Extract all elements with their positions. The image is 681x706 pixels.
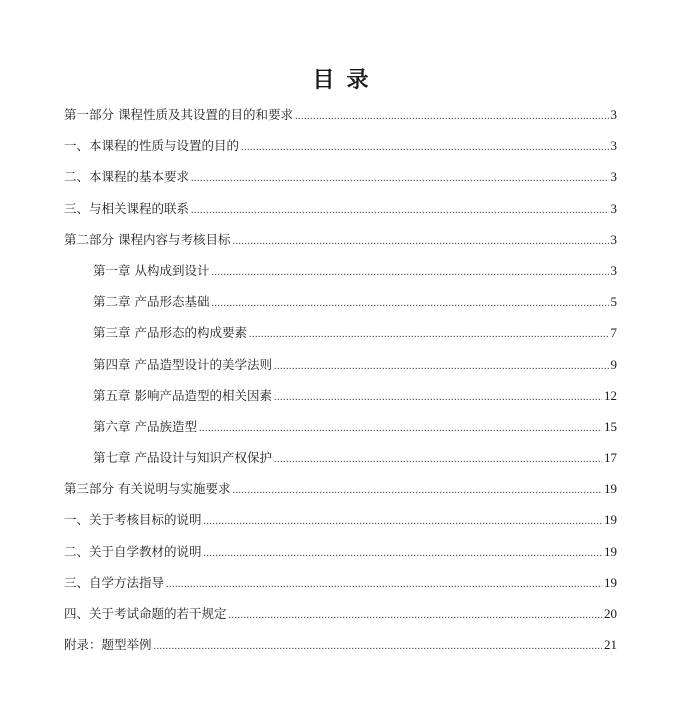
toc-entry[interactable]	[64, 385, 617, 416]
toc-entry-page: 17	[604, 450, 617, 466]
toc-entry-label: 三、自学方法指导	[64, 574, 165, 590]
leader-dots	[191, 168, 608, 190]
toc-entry[interactable]	[64, 291, 617, 322]
toc-entry[interactable]	[64, 135, 617, 166]
toc-entry-label: 附录：题型举例	[64, 637, 152, 653]
toc-entry-page: 19	[604, 574, 617, 590]
leader-dots	[241, 137, 608, 159]
leader-dots	[232, 231, 608, 253]
leader-dots	[211, 293, 608, 315]
toc-entry-label: 一、本课程的性质与设置的目的	[64, 138, 240, 154]
leader-dots	[166, 574, 602, 596]
page-title: 目录	[312, 68, 381, 93]
toc-entry-page: 5	[610, 294, 617, 310]
toc-entry[interactable]	[64, 416, 617, 447]
toc-entry[interactable]	[64, 478, 617, 509]
toc-entry[interactable]	[64, 447, 617, 478]
toc-entry[interactable]	[64, 229, 617, 260]
leader-dots	[204, 543, 602, 565]
toc-entry[interactable]	[64, 572, 617, 603]
toc-entry-page: 3	[610, 169, 617, 185]
toc-entry-page: 20	[604, 606, 617, 621]
toc-entry[interactable]	[64, 541, 617, 572]
leader-dots	[295, 106, 609, 128]
table-of-contents	[64, 104, 617, 665]
toc-entry[interactable]	[64, 509, 617, 540]
toc-entry[interactable]	[64, 603, 617, 634]
toc-entry-label: 第二部分 课程内容与考核目标	[64, 231, 231, 247]
toc-entry[interactable]	[64, 322, 617, 353]
leader-dots	[232, 480, 602, 502]
toc-entry-page: 12	[604, 387, 617, 403]
toc-entry-label: 第二章 产品形态基础	[93, 294, 210, 310]
leader-dots	[154, 636, 602, 658]
toc-entry-page: 3	[610, 107, 617, 122]
leader-dots	[211, 262, 608, 284]
toc-entry[interactable]	[64, 634, 617, 665]
toc-entry-label: 二、关于自学教材的说明	[64, 543, 202, 559]
leader-dots	[274, 387, 602, 409]
toc-entry[interactable]	[64, 354, 617, 385]
toc-entry-label: 第一部分 课程性质及其设置的目的和要求	[64, 107, 293, 122]
toc-entry-label: 三、与相关课程的联系	[64, 200, 190, 216]
leader-dots	[274, 449, 602, 471]
toc-entry-label: 四、关于考试命题的若干规定	[64, 606, 227, 621]
toc-entry-label: 第一章 从构成到设计	[93, 262, 210, 278]
toc-entry[interactable]	[64, 166, 617, 197]
leader-dots	[274, 356, 609, 378]
toc-entry[interactable]	[64, 198, 617, 229]
toc-entry[interactable]	[64, 260, 617, 291]
toc-entry[interactable]	[64, 104, 617, 135]
toc-entry-label: 第三部分 有关说明与实施要求	[64, 481, 231, 497]
toc-entry-label: 二、本课程的基本要求	[64, 169, 190, 185]
toc-entry-page: 3	[610, 231, 617, 247]
toc-entry-page: 3	[610, 262, 617, 278]
toc-entry-page: 19	[604, 481, 617, 497]
toc-entry-page: 7	[610, 325, 617, 341]
toc-entry-page: 21	[604, 637, 617, 653]
toc-entry-label: 第四章 产品造型设计的美学法则	[93, 356, 272, 372]
toc-entry-page: 3	[610, 138, 617, 154]
toc-entry-page: 15	[604, 418, 617, 434]
leader-dots	[191, 200, 608, 222]
toc-entry-page: 3	[610, 200, 617, 216]
toc-entry-label: 第七章 产品设计与知识产权保护	[93, 450, 272, 466]
toc-entry-page: 19	[604, 543, 617, 559]
toc-entry-page: 19	[604, 512, 617, 528]
toc-entry-label: 第五章 影响产品造型的相关因素	[93, 387, 272, 403]
toc-entry-page: 9	[610, 356, 617, 372]
leader-dots	[199, 418, 602, 440]
leader-dots	[249, 324, 609, 346]
leader-dots	[204, 511, 602, 533]
toc-entry-label: 第六章 产品族造型	[93, 418, 197, 434]
leader-dots	[229, 605, 602, 627]
toc-entry-label: 一、关于考核目标的说明	[64, 512, 202, 528]
toc-entry-label: 第三章 产品形态的构成要素	[93, 325, 247, 341]
